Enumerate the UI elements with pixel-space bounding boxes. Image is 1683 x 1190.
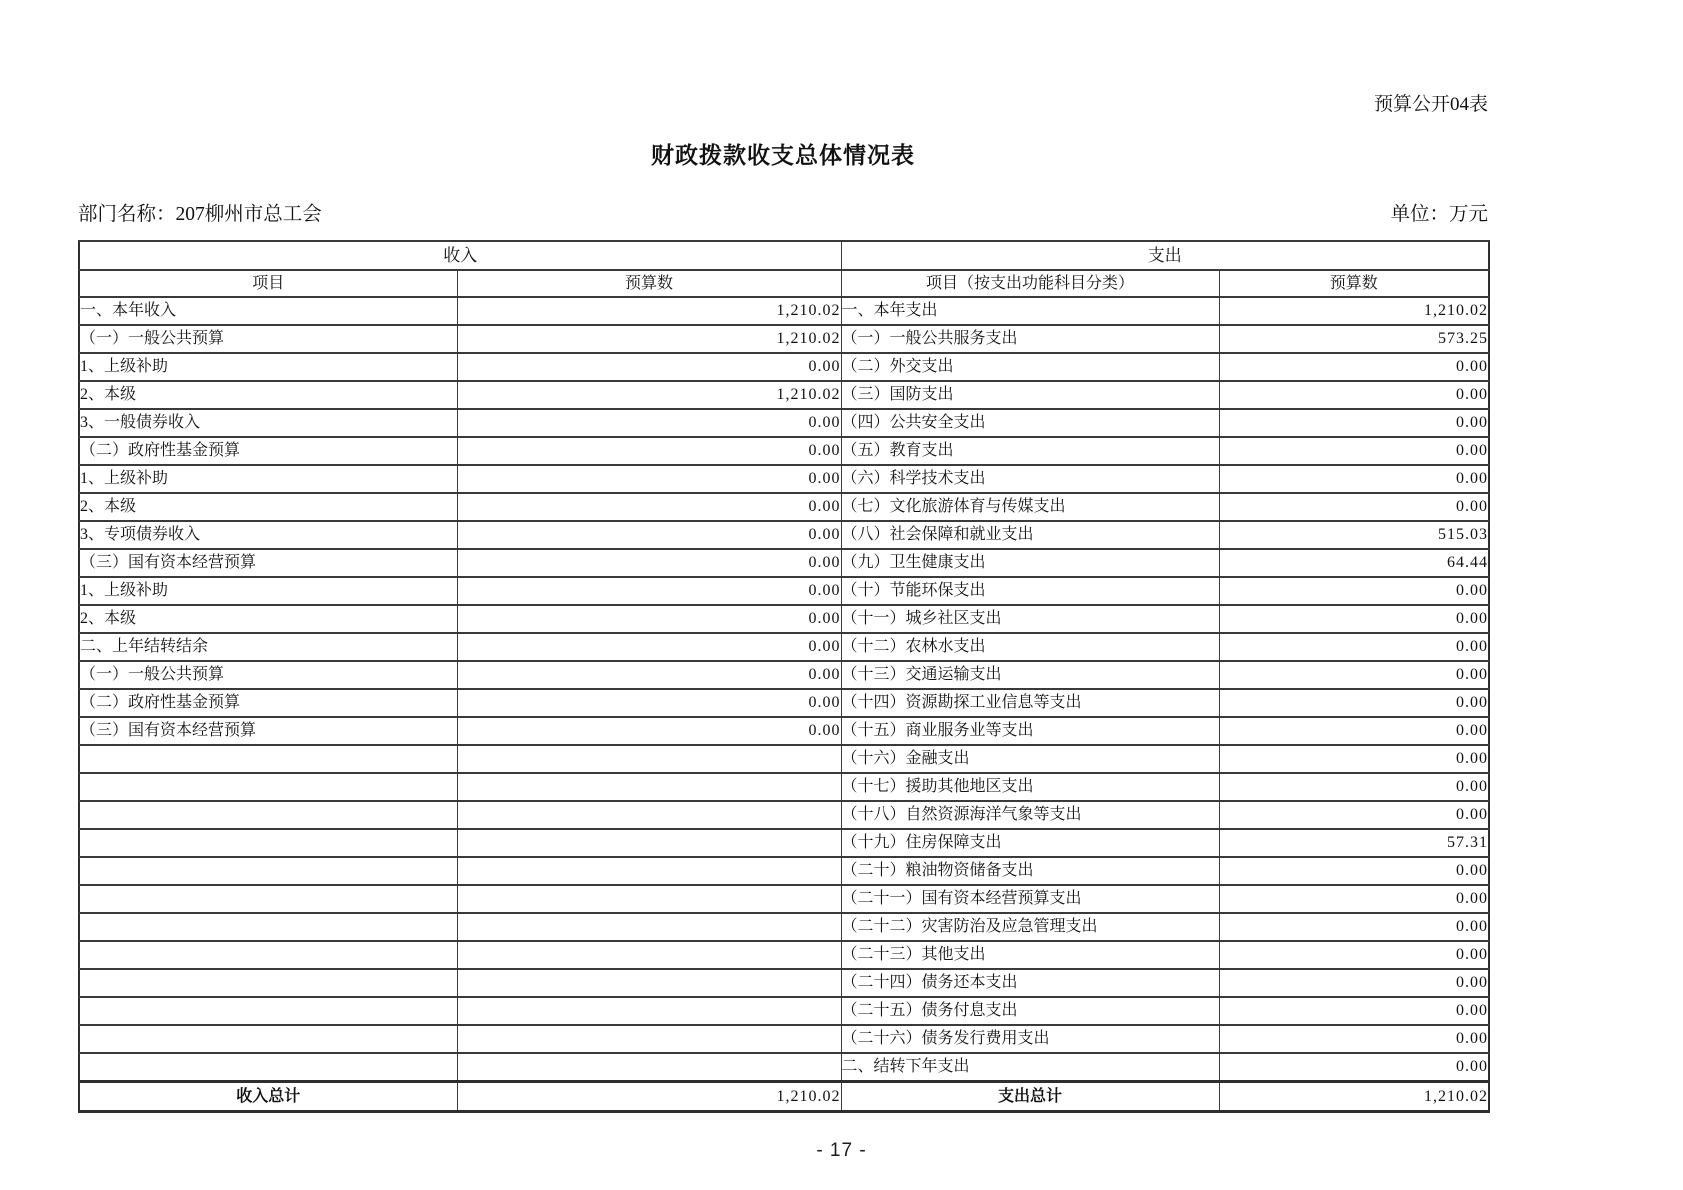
expense-item-cell: （十三）交通运输支出 <box>841 661 1219 689</box>
expense-item-cell: （十五）商业服务业等支出 <box>841 717 1219 745</box>
table-row <box>79 633 1489 661</box>
income-item-cell <box>79 1025 457 1053</box>
expense-item-cell: （十一）城乡社区支出 <box>841 605 1219 633</box>
table-row <box>79 801 1489 829</box>
totals-row <box>79 1082 1489 1112</box>
expense-item-cell: （五）教育支出 <box>841 437 1219 465</box>
income-item-cell: 2、本级 <box>79 381 457 409</box>
unit-label: 单位：万元 <box>1390 204 1488 225</box>
expense-value-cell: 0.00 <box>1219 353 1489 381</box>
expense-item-cell: （二）外交支出 <box>841 353 1219 381</box>
income-value-cell: 0.00 <box>457 689 841 717</box>
income-item-cell <box>79 857 457 885</box>
income-value-cell: 0.00 <box>457 661 841 689</box>
meta-line <box>78 203 1488 226</box>
income-item-cell <box>79 829 457 857</box>
expense-total-value: 1,210.02 <box>1219 1082 1489 1112</box>
income-value-cell: 0.00 <box>457 633 841 661</box>
expense-item-cell: （八）社会保障和就业支出 <box>841 521 1219 549</box>
income-item-cell: （二）政府性基金预算 <box>79 689 457 717</box>
income-item-cell: （三）国有资本经营预算 <box>79 549 457 577</box>
table-row <box>79 773 1489 801</box>
expense-value-cell: 0.00 <box>1219 437 1489 465</box>
expense-value-cell: 515.03 <box>1219 521 1489 549</box>
income-item-cell <box>79 885 457 913</box>
table-row <box>79 325 1489 353</box>
income-value-cell <box>457 829 841 857</box>
table-row <box>79 493 1489 521</box>
income-item-cell <box>79 941 457 969</box>
table-body <box>79 297 1489 1082</box>
expense-item-cell: （二十六）债务发行费用支出 <box>841 1025 1219 1053</box>
income-item-cell: （三）国有资本经营预算 <box>79 717 457 745</box>
expense-item-header: 项目（按支出功能科目分类） <box>841 270 1219 297</box>
income-item-cell <box>79 745 457 773</box>
expense-value-cell: 0.00 <box>1219 605 1489 633</box>
income-value-cell: 0.00 <box>457 549 841 577</box>
expense-value-cell: 0.00 <box>1219 745 1489 773</box>
income-value-cell: 0.00 <box>457 353 841 381</box>
table-row <box>79 549 1489 577</box>
expense-value-cell: 0.00 <box>1219 493 1489 521</box>
table-row <box>79 297 1489 325</box>
expense-value-header: 预算数 <box>1219 270 1489 297</box>
expense-item-cell: （二十二）灾害防治及应急管理支出 <box>841 913 1219 941</box>
income-value-cell <box>457 941 841 969</box>
expense-item-cell: （十八）自然资源海洋气象等支出 <box>841 801 1219 829</box>
expense-item-cell: （六）科学技术支出 <box>841 465 1219 493</box>
income-item-cell: 3、一般债券收入 <box>79 409 457 437</box>
table-row <box>79 465 1489 493</box>
table-row <box>79 717 1489 745</box>
expense-item-cell: （二十）粮油物资储备支出 <box>841 857 1219 885</box>
income-item-cell <box>79 801 457 829</box>
table-row <box>79 969 1489 997</box>
income-value-cell: 0.00 <box>457 409 841 437</box>
expense-value-cell: 0.00 <box>1219 913 1489 941</box>
expense-value-cell: 0.00 <box>1219 969 1489 997</box>
income-value-cell: 0.00 <box>457 521 841 549</box>
income-item-cell: （一）一般公共预算 <box>79 325 457 353</box>
table-row <box>79 577 1489 605</box>
income-item-cell: 一、本年收入 <box>79 297 457 325</box>
expense-value-cell: 0.00 <box>1219 661 1489 689</box>
table-row <box>79 437 1489 465</box>
income-item-cell <box>79 913 457 941</box>
table-row <box>79 605 1489 633</box>
income-item-cell: （一）一般公共预算 <box>79 661 457 689</box>
income-value-cell <box>457 801 841 829</box>
income-value-cell: 0.00 <box>457 577 841 605</box>
table-row <box>79 661 1489 689</box>
expense-item-cell: （七）文化旅游体育与传媒支出 <box>841 493 1219 521</box>
expense-value-cell: 0.00 <box>1219 689 1489 717</box>
table-row <box>79 1025 1489 1053</box>
income-value-cell <box>457 773 841 801</box>
table-row <box>79 745 1489 773</box>
expense-value-cell: 0.00 <box>1219 801 1489 829</box>
table-row <box>79 1053 1489 1082</box>
expense-value-cell: 0.00 <box>1219 997 1489 1025</box>
expense-value-cell: 57.31 <box>1219 829 1489 857</box>
expense-item-cell: （四）公共安全支出 <box>841 409 1219 437</box>
expense-value-cell: 0.00 <box>1219 885 1489 913</box>
department-name: 部门名称：207柳州市总工会 <box>78 204 322 225</box>
income-value-cell: 0.00 <box>457 465 841 493</box>
income-value-cell: 0.00 <box>457 717 841 745</box>
expense-value-cell: 573.25 <box>1219 325 1489 353</box>
expense-item-cell: （三）国防支出 <box>841 381 1219 409</box>
table-row <box>79 521 1489 549</box>
table-row <box>79 353 1489 381</box>
expense-value-cell: 0.00 <box>1219 465 1489 493</box>
expense-item-cell: （十二）农林水支出 <box>841 633 1219 661</box>
expense-value-cell: 0.00 <box>1219 941 1489 969</box>
expense-value-cell: 0.00 <box>1219 577 1489 605</box>
expense-item-cell: （九）卫生健康支出 <box>841 549 1219 577</box>
expense-item-cell: （一）一般公共服务支出 <box>841 325 1219 353</box>
income-item-cell <box>79 773 457 801</box>
income-item-cell <box>79 1053 457 1082</box>
expense-item-cell: （十四）资源勘探工业信息等支出 <box>841 689 1219 717</box>
income-value-cell <box>457 1053 841 1082</box>
expense-item-cell: （十六）金融支出 <box>841 745 1219 773</box>
expense-item-cell: （二十三）其他支出 <box>841 941 1219 969</box>
income-item-cell: 1、上级补助 <box>79 465 457 493</box>
income-value-cell <box>457 969 841 997</box>
income-item-cell <box>79 997 457 1025</box>
expense-item-cell: （二十一）国有资本经营预算支出 <box>841 885 1219 913</box>
page-title: 财政拨款收支总体情况表 <box>651 143 915 168</box>
expense-item-cell: （二十四）债务还本支出 <box>841 969 1219 997</box>
table-row <box>79 857 1489 885</box>
income-value-cell: 1,210.02 <box>457 381 841 409</box>
expense-value-cell: 0.00 <box>1219 857 1489 885</box>
section-header-row <box>79 241 1489 270</box>
table-row <box>79 829 1489 857</box>
income-item-header: 项目 <box>79 270 457 297</box>
expense-value-cell: 0.00 <box>1219 717 1489 745</box>
expense-value-cell: 0.00 <box>1219 773 1489 801</box>
expense-value-cell: 64.44 <box>1219 549 1489 577</box>
page-number: - 17 - <box>816 1140 867 1161</box>
form-label: 预算公开04表 <box>1373 94 1488 115</box>
income-value-cell <box>457 1025 841 1053</box>
income-section-header: 收入 <box>79 241 841 270</box>
expense-item-cell: 一、本年支出 <box>841 297 1219 325</box>
income-item-cell: 二、上年结转结余 <box>79 633 457 661</box>
income-value-cell: 1,210.02 <box>457 297 841 325</box>
income-item-cell: 1、上级补助 <box>79 353 457 381</box>
expense-value-cell: 0.00 <box>1219 381 1489 409</box>
table-row <box>79 409 1489 437</box>
income-value-cell: 1,210.02 <box>457 325 841 353</box>
income-total-label: 收入总计 <box>79 1082 457 1112</box>
expense-value-cell: 0.00 <box>1219 633 1489 661</box>
expense-item-cell: （二十五）债务付息支出 <box>841 997 1219 1025</box>
income-item-cell: （二）政府性基金预算 <box>79 437 457 465</box>
income-value-cell <box>457 885 841 913</box>
table-row <box>79 885 1489 913</box>
column-header-row <box>79 270 1489 297</box>
income-item-cell: 2、本级 <box>79 605 457 633</box>
income-value-cell <box>457 857 841 885</box>
income-value-header: 预算数 <box>457 270 841 297</box>
table-row <box>79 941 1489 969</box>
income-item-cell <box>79 969 457 997</box>
budget-table <box>78 240 1490 1113</box>
income-item-cell: 3、专项债券收入 <box>79 521 457 549</box>
table-row <box>79 381 1489 409</box>
income-item-cell: 2、本级 <box>79 493 457 521</box>
table-row <box>79 997 1489 1025</box>
table-row <box>79 913 1489 941</box>
expense-section-header: 支出 <box>841 241 1489 270</box>
expense-item-cell: 二、结转下年支出 <box>841 1053 1219 1082</box>
income-value-cell <box>457 997 841 1025</box>
income-total-value: 1,210.02 <box>457 1082 841 1112</box>
income-value-cell: 0.00 <box>457 437 841 465</box>
expense-value-cell: 0.00 <box>1219 1053 1489 1082</box>
expense-value-cell: 0.00 <box>1219 1025 1489 1053</box>
expense-item-cell: （十）节能环保支出 <box>841 577 1219 605</box>
income-item-cell: 1、上级补助 <box>79 577 457 605</box>
expense-item-cell: （十九）住房保障支出 <box>841 829 1219 857</box>
table-row <box>79 689 1489 717</box>
expense-item-cell: （十七）援助其他地区支出 <box>841 773 1219 801</box>
expense-value-cell: 1,210.02 <box>1219 297 1489 325</box>
expense-total-label: 支出总计 <box>841 1082 1219 1112</box>
income-value-cell: 0.00 <box>457 493 841 521</box>
income-value-cell: 0.00 <box>457 605 841 633</box>
income-value-cell <box>457 745 841 773</box>
income-value-cell <box>457 913 841 941</box>
expense-value-cell: 0.00 <box>1219 409 1489 437</box>
